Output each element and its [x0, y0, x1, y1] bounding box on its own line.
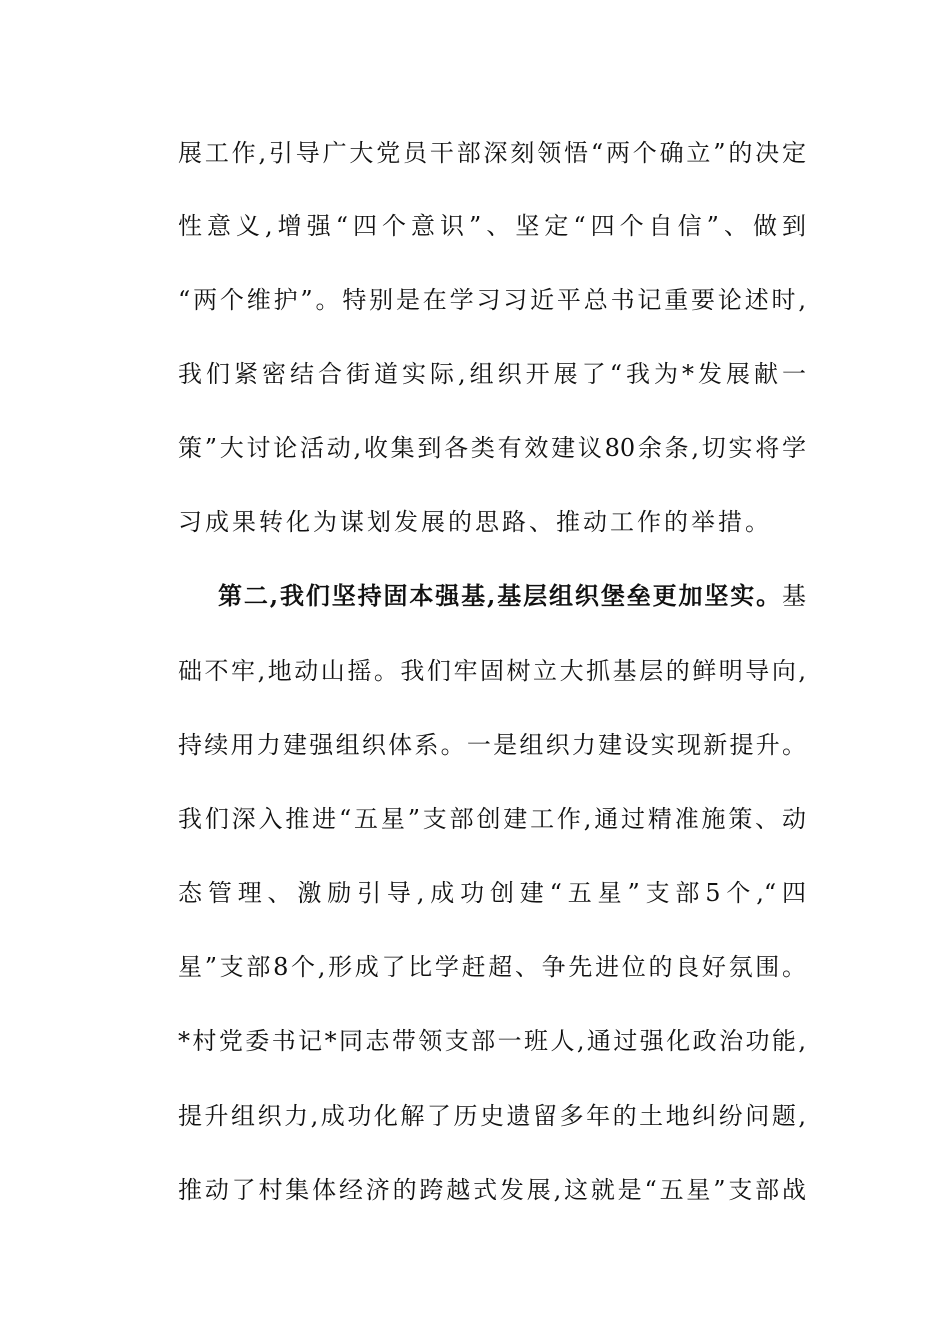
text-line: 性意义,增强“四个意识”、坚定“四个自信”、做到	[178, 212, 806, 240]
text-line: “两个维护”。特别是在学习习近平总书记重要论述时,	[178, 286, 806, 314]
text-line: 持续用力建强组织体系。一是组织力建设实现新提升。	[178, 731, 806, 759]
text-line: 我们紧密结合街道实际,组织开展了“我为*发展献一	[178, 360, 806, 388]
section-heading: 第二,我们坚持固本强基,基层组织堡垒更加坚实。	[218, 581, 782, 610]
section-heading-line	[218, 576, 806, 616]
text-line: 我们深入推进“五星”支部创建工作,通过精准施策、动	[178, 805, 806, 833]
text-line: 推动了村集体经济的跨越式发展,这就是“五星”支部战	[178, 1176, 806, 1204]
text-line: 星”支部8个,形成了比学赶超、争先进位的良好氛围。	[178, 953, 806, 981]
text-line: 础不牢,地动山摇。我们牢固树立大抓基层的鲜明导向,	[178, 657, 806, 685]
text-line: 策”大讨论活动,收集到各类有效建议80余条,切实将学	[178, 434, 806, 462]
text-line: 习成果转化为谋划发展的思路、推动工作的举措。	[178, 508, 772, 536]
text-line: *村党委书记*同志带领支部一班人,通过强化政治功能,	[178, 1027, 806, 1055]
text-fragment: 基	[782, 582, 806, 610]
text-line: 展工作,引导广大党员干部深刻领悟“两个确立”的决定	[178, 139, 806, 167]
text-line: 提升组织力,成功化解了历史遗留多年的土地纠纷问题,	[178, 1102, 806, 1130]
text-line: 态管理、激励引导,成功创建“五星”支部5个,“四	[178, 879, 806, 907]
